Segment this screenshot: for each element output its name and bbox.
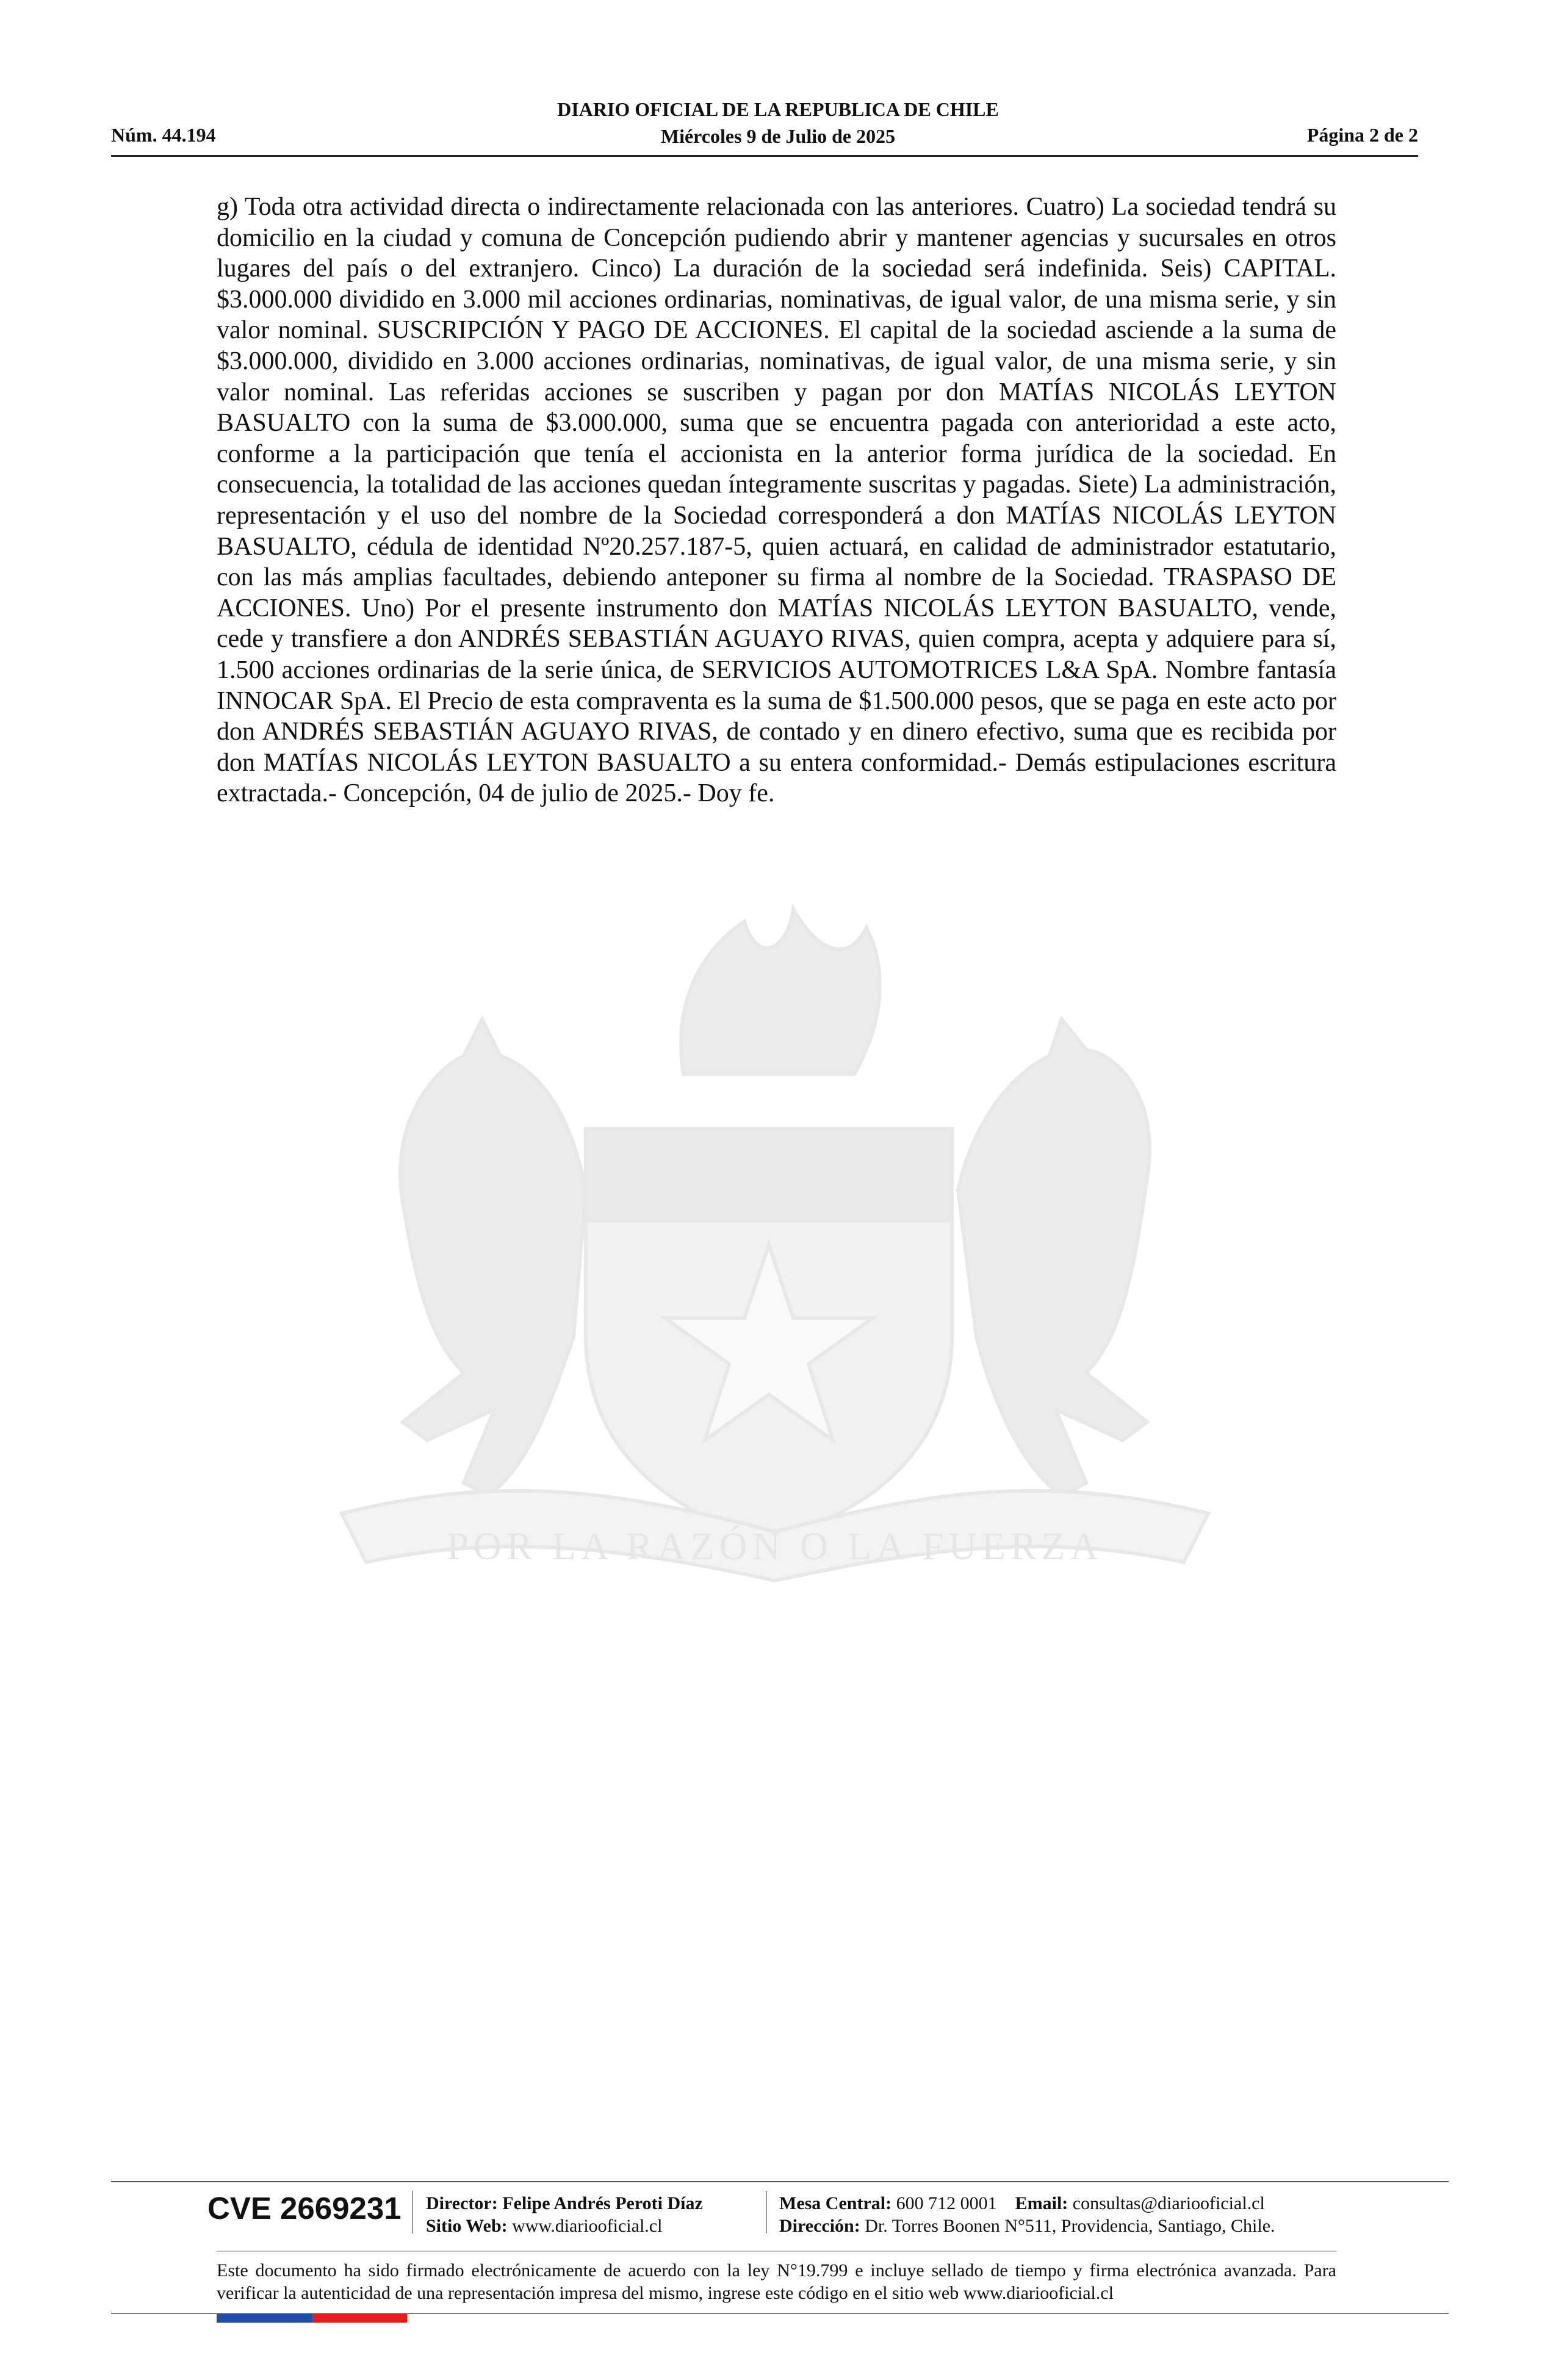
coat-of-arms-watermark-icon [207,873,1342,1678]
header-divider [111,155,1418,157]
email-label: Email: [1015,2193,1068,2213]
director-label: Director: [426,2193,498,2213]
address-value: Dr. Torres Boonen N°511, Providencia, Santiago, Chile. [865,2216,1275,2236]
address-label: Dirección: [779,2216,860,2236]
cve-code: CVE 2669231 [207,2191,402,2226]
page-indicator: Página 2 de 2 [1306,124,1418,146]
footer-top-divider [111,2181,1449,2182]
phone-number: 600 712 0001 [896,2193,997,2213]
publication-title: DIARIO OFICIAL DE LA REPUBLICA DE CHILE [557,98,999,120]
seal-motto: POR LA RAZÓN O LA FUERZA [447,1524,1103,1568]
footer-contact-block [779,2192,1275,2237]
email-link[interactable]: consultas@diariooficial.cl [1072,2193,1265,2213]
website-link[interactable]: www.diariooficial.cl [512,2216,663,2236]
footer-director-block [426,2192,703,2237]
flag-red-segment [312,2314,407,2323]
phone-label: Mesa Central: [779,2193,892,2213]
website-label: Sitio Web: [426,2216,508,2236]
footer-separator [766,2191,767,2234]
footer-legal-notice: Este documento ha sido firmado electrónicamente de acuerdo con la ley N°19.799 e incluye sellado de tiempo y firma electrónica avanzada. Para verificar la autenticidad de una representación impresa del mismo, ingrese este código en el sitio web www.diariooficial.cl [217,2260,1336,2303]
flag-color-bar [217,2314,407,2323]
footer-separator [412,2191,413,2234]
director-name: Felipe Andrés Peroti Díaz [502,2193,703,2213]
document-body: g) Toda otra actividad directa o indirectamente relacionada con las anteriores. Cuatro) La sociedad tendrá su domicilio en la ciudad y comuna de Concepción pudiendo abrir y mantener agencias y sucursales en otros lugares del país o del extranjero. Cinco) La duración de la sociedad será indefinida. Seis) CAPITAL. $3.000.000 dividido en 3.000 mil acciones ordinarias, nominativas, de igual valor, de una misma serie, y sin valor nominal. SUSCRIPCIÓN Y PAGO DE ACCIONES. El capital de la sociedad asciende a la suma de $3.000.000, dividido en 3.000 acciones ordinarias, nominativas, de igual valor, de una misma serie, y sin valor nominal. Las referidas acciones se suscriben y pagan por don MATÍAS NICOLÁS LEYTON BASUALTO con la suma de $3.000.000, suma que se encuentra pagada con anterioridad a este acto, conforme a la participación que tenía el accionista en la anterior forma jurídica de la sociedad. En consecuencia, la totalidad de las acciones quedan íntegramente suscritas y pagadas. Siete) La administración, representación y el uso del nombre de la Sociedad corresponderá a don MATÍAS NICOLÁS LEYTON BASUALTO, cédula de identidad Nº20.257.187-5, quien actuará, en calidad de administrador estatutario, con las más amplias facultades, debiendo anteponer su firma al nombre de la Sociedad. TRASPASO DE ACCIONES. Uno) Por el presente instrumento don MATÍAS NICOLÁS LEYTON BASUALTO, vende, cede y transfiere a don ANDRÉS SEBASTIÁN AGUAYO RIVAS, quien compra, acepta y adquiere para sí, 1.500 acciones ordinarias de la serie única, de SERVICIOS AUTOMOTRICES L&A SpA. Nombre fantasía INNOCAR SpA. El Precio de esta compraventa es la suma de $1.500.000 pesos, que se paga en este acto por don ANDRÉS SEBASTIÁN AGUAYO RIVAS, de contado y en dinero efectivo, suma que es recibida por don MATÍAS NICOLÁS LEYTON BASUALTO a su entera conformidad.- Demás estipulaciones escritura extractada.- Concepción, 04 de julio de 2025.- Doy fe. [217,193,1336,808]
flag-blue-segment [217,2314,312,2323]
footer-mid-divider [217,2251,1336,2252]
issue-number: Núm. 44.194 [111,124,216,146]
publication-date: Miércoles 9 de Julio de 2025 [660,125,896,147]
